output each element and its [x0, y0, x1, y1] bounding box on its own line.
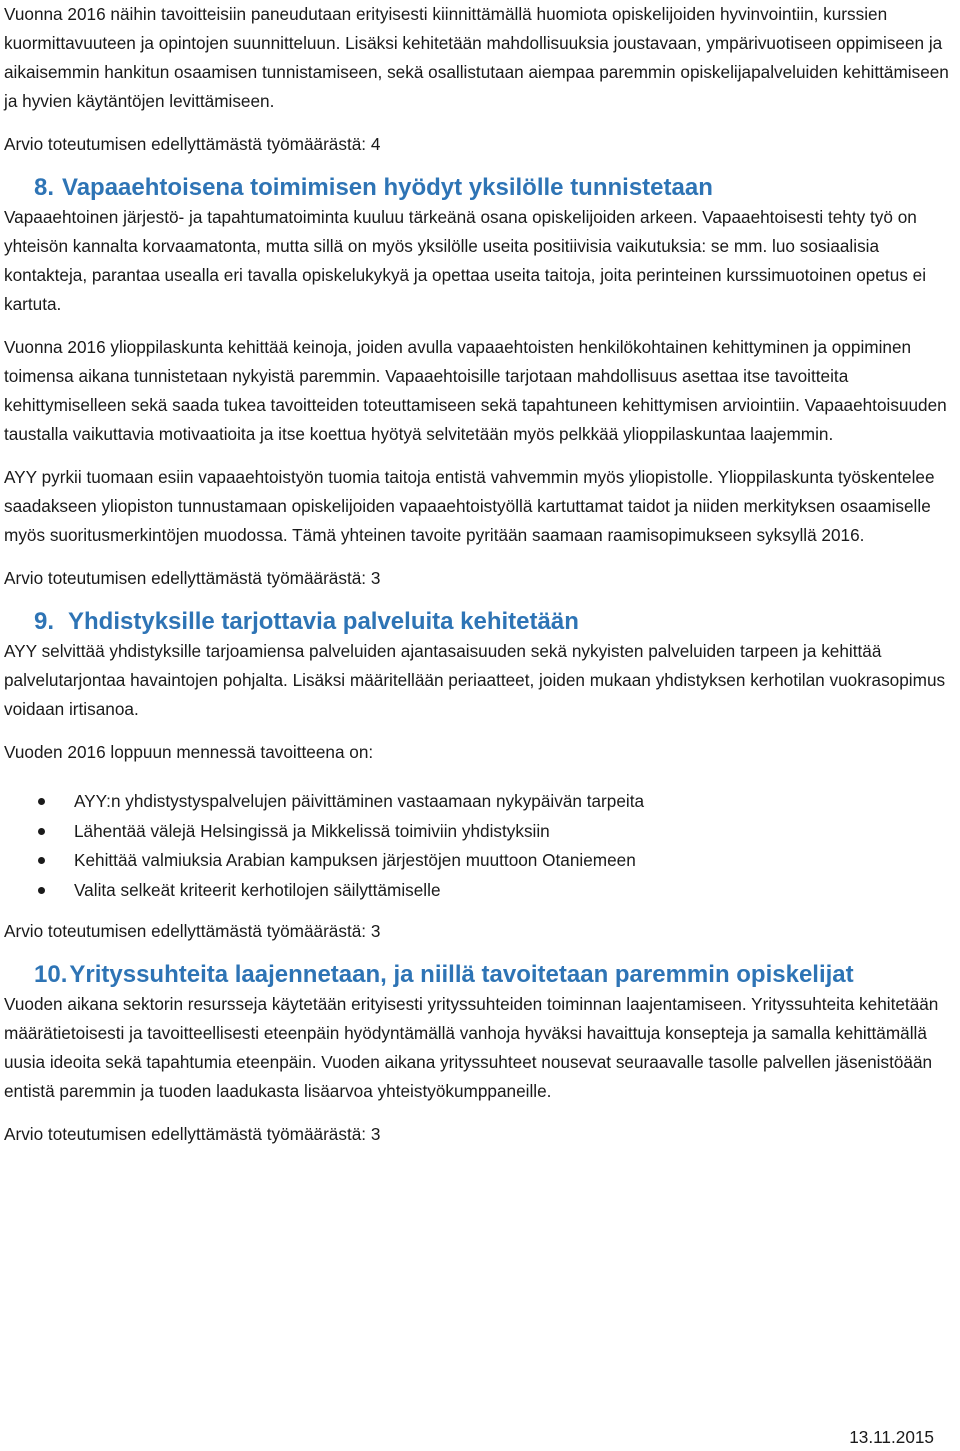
section-10-number: 10. — [34, 961, 68, 988]
section-9-title: Yhdistyksille tarjottavia palveluita kehitetään — [68, 608, 579, 635]
section-9-estimate: Arvio toteutumisen edellyttämästä työmäärästä: 3 — [4, 921, 381, 941]
section-8-paragraph-3: AYY pyrkii tuomaan esiin vapaaehtoistyön tuomia taitoja entistä vahvemmin myös yliopistolle. Ylioppilaskunta työskentelee saadakseen yliopiston tunnustamaan opiskelijoiden vapaaehtoistyöllä kartuttamat taidot ja niiden merkityksen osaamiselle myös suoritusmerkintöjen muodossa. Tämä yhteinen tavoite pyritään saamaan raamisopimukseen syksyllä 2016. — [4, 467, 935, 545]
section-8-heading — [4, 159, 954, 203]
list-item: AYY:n yhdistystyspalvelujen päivittäminen vastaamaan nykypäivän tarpeita — [4, 787, 954, 817]
section-8-title: Vapaaehtoisena toimimisen hyödyt yksilölle tunnistetaan — [62, 174, 713, 201]
section-10-estimate: Arvio toteutumisen edellyttämästä työmäärästä: 3 — [4, 1124, 381, 1144]
bullet-icon — [38, 798, 45, 805]
document-page — [4, 0, 954, 1149]
section-8-paragraph-2: Vuonna 2016 ylioppilaskunta kehittää keinoja, joiden avulla vapaaehtoisten henkilökohtainen kehittyminen ja oppiminen toimensa aikana tunnistetaan nykyistä paremmin. Vapaaehtoisille tarjotaan mahdollisuus asettaa itse tavoitteita kehittymiselleen sekä saada tukea tavoitteiden toteuttamiseen sekä tapahtuneen kehittymisen arviointiin. Vapaaehtoisuuden taustalla vaikuttavia motivaatioita ja itse koettua hyötyä selvitetään myös pelkkää ylioppilaskuntaa laajemmin. — [4, 337, 947, 444]
section-8-number: 8. — [34, 174, 55, 201]
bullet-icon — [38, 857, 45, 864]
section-9-paragraph: AYY selvittää yhdistyksille tarjoamiensa palveluiden ajantasaisuuden sekä nykyisten palveluiden tarpeen ja kehittää palvelutarjontaa havaintojen pohjalta. Lisäksi määritellään periaatteet, joiden mukaan yhdistyksen kerhotilan vuokrasopimus voidaan irtisanoa. — [4, 641, 946, 719]
bullet-icon — [38, 887, 45, 894]
intro-estimate: Arvio toteutumisen edellyttämästä työmäärästä: 4 — [4, 134, 381, 154]
list-item: Lähentää välejä Helsingissä ja Mikkelissä toimiviin yhdistyksiin — [4, 817, 954, 847]
list-item: Valita selkeät kriteerit kerhotilojen säilyttämiselle — [4, 876, 954, 906]
list-item: Kehittää valmiuksia Arabian kampuksen järjestöjen muuttoon Otaniemeen — [4, 846, 954, 876]
section-10-heading — [4, 946, 954, 990]
section-9-goal-list — [4, 787, 954, 905]
section-9-goals-intro: Vuoden 2016 loppuun mennessä tavoitteena on: — [4, 742, 374, 762]
intro-paragraph: Vuonna 2016 näihin tavoitteisiin paneudutaan erityisesti kiinnittämällä huomiota opiskelijoiden hyvinvointiin, kurssien kuormittavuuteen ja opintojen suunnitteluun. Lisäksi kehitetään mahdollisuuksia joustavaan, ympärivuotiseen oppimiseen ja aikaisemmin hankitun osaamisen tunnistamiseen, sekä osallistutaan aiempaa paremmin opiskelijapalveluiden kehittämiseen ja hyvien käytäntöjen levittämiseen. — [4, 4, 949, 111]
section-8-estimate: Arvio toteutumisen edellyttämästä työmäärästä: 3 — [4, 568, 381, 588]
section-10-paragraph: Vuoden aikana sektorin resursseja käytetään erityisesti yrityssuhteiden toiminnan laajentamiseen. Yrityssuhteita kehitetään määrätietoisesti ja tavoitteellisesti eteenpäin hyödyntämällä vanhoja hyväksi havaittuja konsepteja ja samalla kehittämällä uusia ideoita sekä tapahtumia eteenpäin. Vuoden aikana yrityssuhteet nousevat seuraavalle tasolle palvellen jäsenistöään entistä paremmin ja tuoden laadukasta lisäarvoa yhteistyökumppaneille. — [4, 994, 939, 1101]
section-8-paragraph-1: Vapaaehtoinen järjestö- ja tapahtumatoiminta kuuluu tärkeänä osana opiskelijoiden arkeen. Vapaaehtoisesti tehty työ on yhteisön kannalta korvaamatonta, mutta sillä on myös yksilölle useita positiivisia vaikutuksia: se mm. luo sosiaalisia kontakteja, parantaa usealla eri tavalla opiskelukykyä ja opettaa useita taitoja, joita perinteinen kurssimuotoinen opetus ei kartuta. — [4, 207, 927, 314]
section-9-number: 9. — [34, 608, 55, 635]
section-10-title: Yrityssuhteita laajennetaan, ja niillä tavoitetaan paremmin opiskelijat — [69, 961, 854, 988]
bullet-icon — [38, 828, 45, 835]
footer-date: 13.11.2015 — [849, 1427, 934, 1447]
section-9-heading — [4, 593, 954, 637]
